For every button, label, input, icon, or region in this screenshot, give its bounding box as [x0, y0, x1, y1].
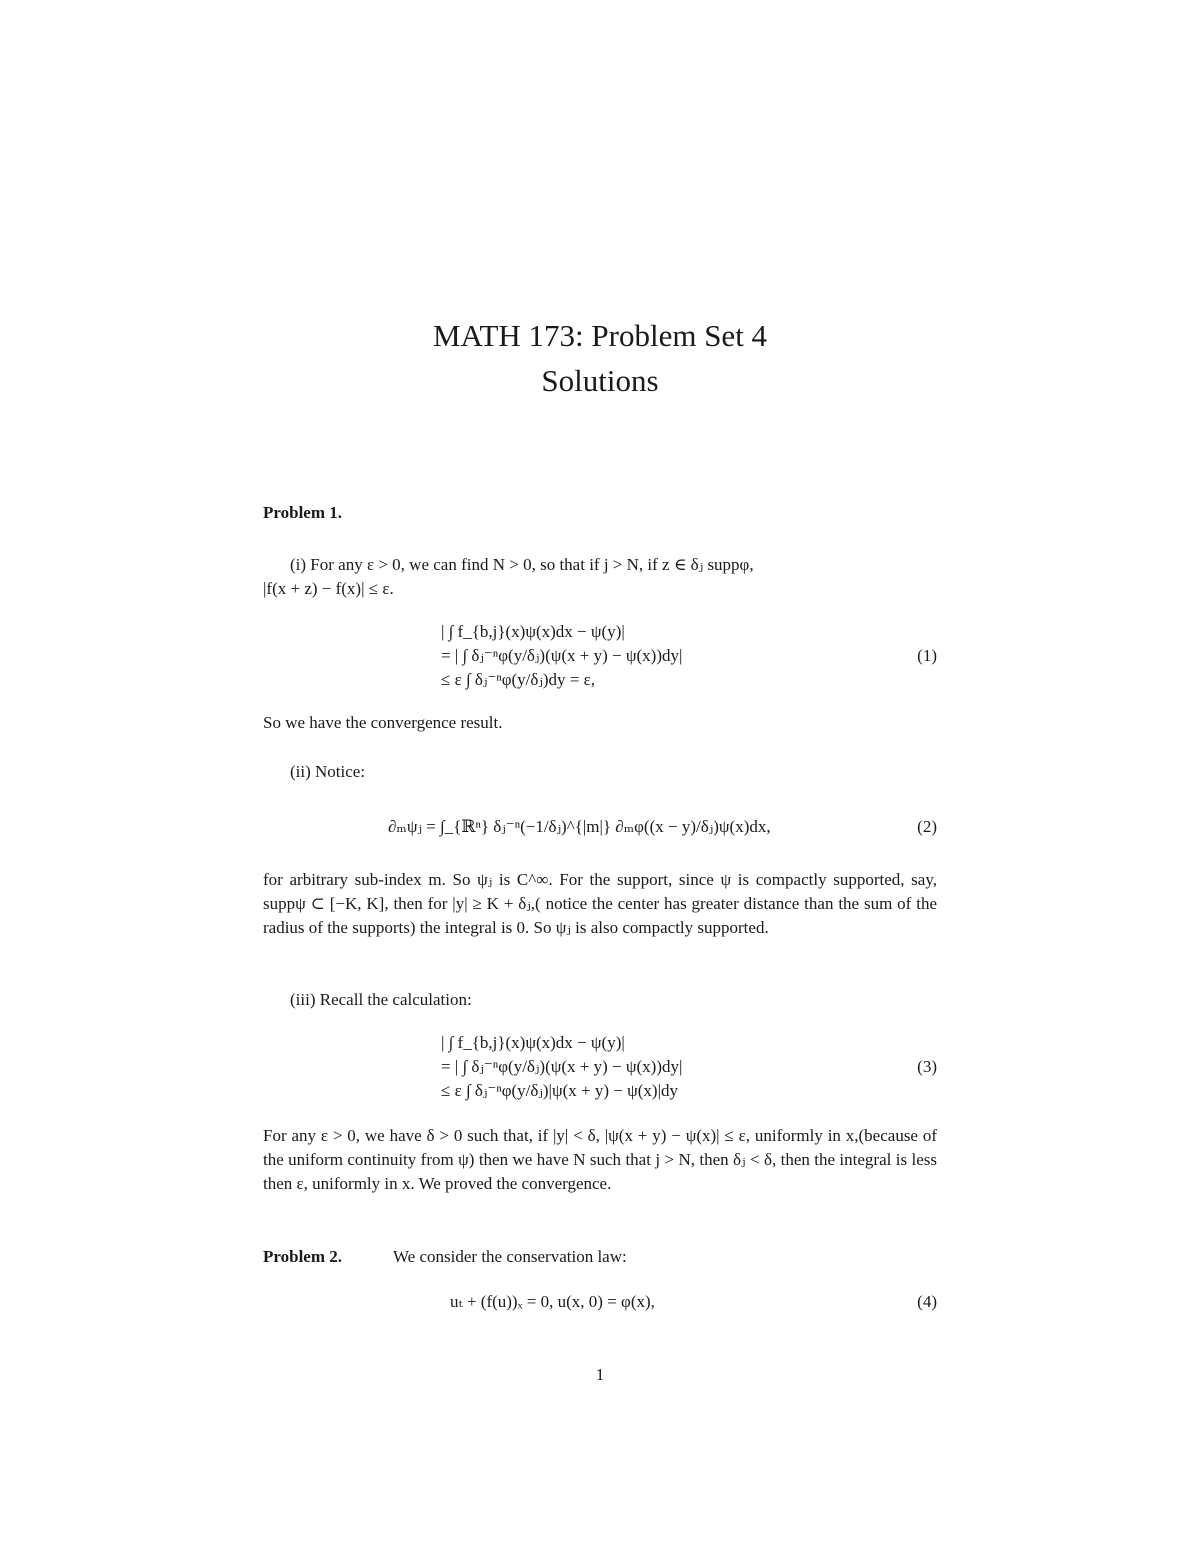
problem-1-part-i-conclusion: So we have the convergence result.: [263, 713, 503, 732]
equation-3-line-2: = | ∫ δⱼ⁻ⁿφ(y/δⱼ)(ψ(x + y) − ψ(x))dy|: [441, 1057, 683, 1076]
document-title: MATH 173: Problem Set 4: [432, 318, 768, 353]
equation-2-number: (2): [917, 817, 937, 836]
problem-1-part-i-intro: (i) For any ε > 0, we can find N > 0, so that if j > N, if z ∈ δⱼ suppφ,: [290, 555, 754, 574]
problem-1-part-ii-paragraph: for arbitrary sub-index m. So ψⱼ is C^∞. For the support, since ψ is compactly supported, say, suppψ ⊂ [−K, K], then for |y| ≥ K + δⱼ,( notice the center has greater distance than the sum of the radius of the supports) the integral is 0. So ψⱼ is also compactly supported.: [263, 870, 937, 937]
equation-1-line-2: = | ∫ δⱼ⁻ⁿφ(y/δⱼ)(ψ(x + y) − ψ(x))dy|: [441, 646, 683, 665]
document-subtitle: Solutions: [541, 363, 659, 398]
equation-1-line-3: ≤ ε ∫ δⱼ⁻ⁿφ(y/δⱼ)dy = ε,: [441, 670, 596, 689]
equation-3-line-1: | ∫ f_{b,j}(x)ψ(x)dx − ψ(y)|: [441, 1033, 625, 1052]
problem-2-intro: We consider the conservation law:: [393, 1247, 627, 1266]
equation-1-line-1: | ∫ f_{b,j}(x)ψ(x)dx − ψ(y)|: [441, 622, 625, 641]
problem-1-part-iii-paragraph: For any ε > 0, we have δ > 0 such that, if |y| < δ, |ψ(x + y) − ψ(x)| ≤ ε, uniformly in x,(because of the uniform continuity from ψ) then we have N such that j > N, then δⱼ < δ, then the integral is less then ε, uniformly in x. We proved the convergence.: [263, 1126, 937, 1193]
problem-1-part-i-intro-cont: |f(x + z) − f(x)| ≤ ε.: [263, 579, 394, 598]
problem-1-part-ii-intro: (ii) Notice:: [290, 762, 366, 781]
equation-2: ∂ₘψⱼ = ∫_{ℝⁿ} δⱼ⁻ⁿ(−1/δⱼ)^{|m|} ∂ₘφ((x − y)/δⱼ)ψ(x)dx,: [388, 817, 771, 836]
equation-4-number: (4): [917, 1292, 937, 1311]
equation-3-line-3: ≤ ε ∫ δⱼ⁻ⁿφ(y/δⱼ)|ψ(x + y) − ψ(x)|dy: [441, 1081, 678, 1100]
equation-1-number: (1): [917, 646, 937, 665]
equation-4: uₜ + (f(u))ₓ = 0, u(x, 0) = φ(x),: [450, 1292, 655, 1311]
problem-1-heading: Problem 1.: [263, 503, 343, 522]
page-number: 1: [595, 1365, 605, 1384]
equation-3-number: (3): [917, 1057, 937, 1076]
problem-1-part-iii-intro: (iii) Recall the calculation:: [290, 990, 472, 1009]
problem-2-heading: [263, 1245, 383, 1269]
problem-2-heading-label: Problem 2.: [263, 1247, 343, 1266]
